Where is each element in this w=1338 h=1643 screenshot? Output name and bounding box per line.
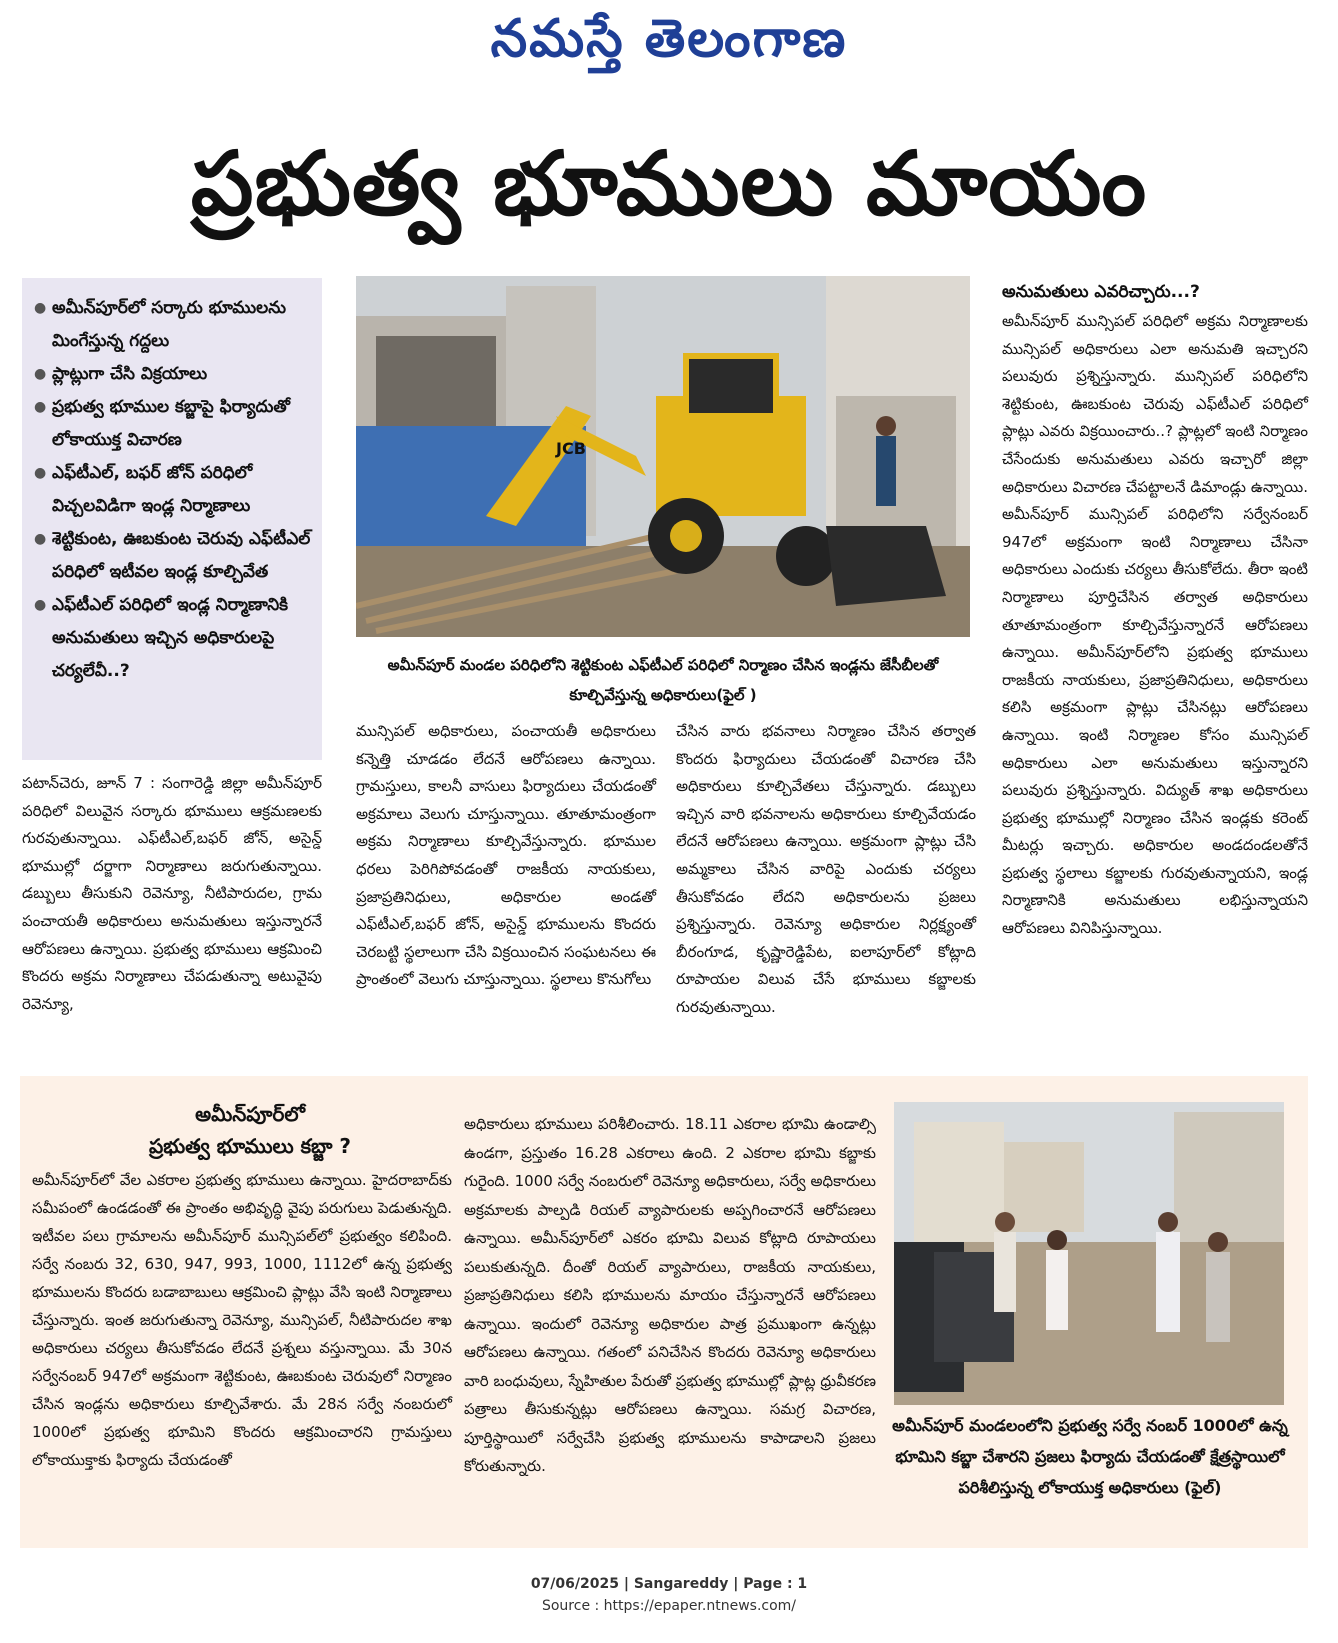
side-column: అమీన్‌పూర్ మున్సిపల్ పరిధిలో అక్రమ నిర్మాణాలకు మున్సిపల్ అధికారులు ఎలా అనుమతి ఇచ్చారని పలువురు ప్రశ్నిస్తున్నారు. మున్సిపల్ పరిధిలోని శెట్టికుంట, ఊబకుంట చెరువు ఎఫ్‌టీఎల్ పరిధిలో ప్లాట్లు ఎవరు విక్రయించారు..? ప్లాట్లలో ఇంటి నిర్మాణం చేసేందుకు అనుమతులు ఎవరు ఇచ్చారో జిల్లా అధికారులు విచారణ చేపట్టాలనే డిమాండ్లు ఉన్నాయి. అమీన్‌పూర్ మున్సిపల్ పరిధిలోని సర్వేనంబర్ 947లో అక్రమంగా ఇంటి నిర్మాణాలు చేసినా అధికారులు ఎందుకు చర్యలు తీసుకోలేదు. తీరా ఇంటి నిర్మాణాలు పూర్తిచేసిన తర్వాత అధికారులు తూతూమంత్రంగా కూల్చివేస్తున్నారనే ఆరోపణలు ఉన్నాయి. అమీన్‌పూర్‌లోని ప్రభుత్వ భూములు రాజకీయ నాయకులు, ప్రజాప్రతినిధులు, అధికారులు కలిసి అక్రమంగా ప్లాట్లు చేసినట్లు ఆరోపణలు ఉన్నాయి. ఇంటి నిర్మాణల కోసం మున్సిపల్ అధికారులు ఎలా అనుమతులు ఇస్తున్నారని పలువురు ప్రశ్నిస్తున్నారు. విద్యుత్ శాఖ అధికారులు ప్రభుత్వ భూముల్లో నిర్మాణం చేసిన ఇండ్లకు కరెంట్ మీటర్లు ఇచ్చారు. అధికారుల అండదండలతోనే ప్రభుత్వ స్థలాలు కబ్జాలకు గురవుతున్నాయని, ఇండ్ల నిర్మాణానికి అనుమతులు లభిస్తున్నాయని ఆరోపణలు వినిపిస్తున్నాయి. [1002, 312, 1308, 938]
inspection-photo-illustration [894, 1102, 1284, 1405]
bottom-story-title [90, 1098, 410, 1162]
bullet-icon: ● [34, 465, 47, 481]
highlight-item [34, 391, 312, 457]
inspection-photo-caption: అమీన్‌పూర్ మండలంలోని ప్రభుత్వ సర్వే నంబర్ 1000లో ఉన్న భూమిని కబ్జా చేశారని ప్రజలు ఫిర్యాదు చేయడంతో క్షేత్రస్థాయిలో పరిశీలిస్తున్న లోకాయుక్త అధికారులు (ఫైల్) [892, 1416, 1288, 1497]
highlight-text: శెట్టికుంట, ఊబకుంట చెరువు ఎఫ్‌టీఎల్ పరిధిలో ఇటీవల ఇండ్ల కూల్చివేత [52, 529, 311, 582]
highlight-item [34, 457, 312, 523]
bottom-column-1: అమీన్‌పూర్‌లో వేల ఎకరాల ప్రభుత్వ భూములు ఉన్నాయి. హైదరాబాద్‌కు సమీపంలో ఉండడంతో ఈ ప్రాంతం అభివృద్ధి వైపు పరుగులు పెడుతున్నది. ఇటీవల పలు గ్రామాలను అమీన్‌పూర్ మున్సిపల్‌లో ప్రభుత్వం కలిపింది. సర్వే నంబరు 32, 630, 947, 993, 1000, 1112లో ఉన్న ప్రభుత్వ భూములను కొందరు బడాబాబులు ఆక్రమించి ప్లాట్లు వేసి ఇంటి నిర్మాణాలు చేస్తున్నారు. ఇంత జరుగుతున్నా రెవెన్యూ, మున్సిపల్, నీటిపారుదల శాఖ అధికారులు చర్యలు తీసుకోవడం లేదనే ప్రశ్నలు వస్తున్నాయి. మే 30న సర్వేనంబర్ 947లో అక్రమంగా శెట్టికుంట, ఊబకుంట చెరువులో నిర్మాణం చేసిన ఇండ్లను అధికారులు కూల్చివేశారు. మే 28న సర్వే నంబరులో 1000లో ప్రభుత్వ భూమిని కొందరు ఆక్రమించారని గ్రామస్తులు లోకాయుక్తాకు ఫిర్యాదు చేయడంతో [32, 1171, 452, 1469]
side-heading: అనుమతులు ఎవరిచ్చారు...? [1002, 282, 1200, 302]
article-column-1: పటాన్‌చెరు, జూన్ 7 : సంగారెడ్డి జిల్లా అమీన్‌పూర్ పరిధిలో విలువైన సర్కారు భూములు ఆక్రమణలకు గురవుతున్నాయి. ఎఫ్‌టీఎల్,బఫర్ జోన్, అసైన్డ్ భూముల్లో దర్జాగా నిర్మాణాలు జరుగుతున్నాయి. డబ్బులు తీసుకుని రెవెన్యూ, నీటిపారుదల, గ్రామ పంచాయతీ అధికారులు అనుమతులు ఇస్తున్నారనే ఆరోపణలు ఉన్నాయి. ప్రభుత్వ భూములు ఆక్రమించి కొందరు అక్రమ నిర్మాణాలు చేపడుతున్నా అటువైపు రెవెన్యూ, [22, 774, 322, 1013]
highlights-list [34, 292, 312, 688]
highlight-item [34, 589, 312, 688]
bullet-icon: ● [34, 366, 47, 382]
jcb-sign: JCB [556, 439, 586, 458]
highlight-text: అమీన్‌పూర్‌లో సర్కారు భూములను మింగేస్తున్న గద్దలు [52, 298, 287, 351]
highlight-text: ఎఫ్‌టీఎల్, బఫర్ జోన్ పరిధిలో విచ్చలవిడిగా ఇండ్ల నిర్మాణాలు [52, 463, 253, 516]
footer-source-line: Source : https://epaper.ntnews.com/ [541, 1598, 797, 1614]
bottom-title-line: అమీన్‌పూర్‌లో [195, 1102, 305, 1126]
footer-date-line: 07/06/2025 | Sangareddy | Page : 1 [530, 1576, 808, 1592]
page-headline: ప్రభుత్వ భూములు మాయం [190, 132, 1148, 235]
highlight-item [34, 292, 312, 358]
jcb-photo-illustration [356, 276, 970, 637]
bottom-title-line: ప్రభుత్వ భూములు కబ్జా ? [148, 1134, 352, 1158]
bullet-icon: ● [34, 399, 47, 415]
article-column-2: మున్సిపల్ అధికారులు, పంచాయతీ అధికారులు కన్నెత్తి చూడడం లేదనే ఆరోపణలు ఉన్నాయి. గ్రామస్తులు, కాలనీ వాసులు ఫిర్యాదులు చేయడంతో అక్రమాలు వెలుగు చూస్తున్నాయి. తూతూమంత్రంగా అక్రమ నిర్మాణాలు కూల్చివేస్తున్నారు. భూముల ధరలు పెరిగిపోవడంతో రాజకీయ నాయకులు, ప్రజాప్రతినిధులు, అధికారుల అండతో ఎఫ్‌టీఎల్,బఫర్ జోన్, అసైన్డ్ భూములను కొందరు చెరబట్టి స్థలాలుగా చేసి విక్రయించిన సంఘటనలు ఈ ప్రాంతంలో వెలుగు చూస్తున్నాయి. స్థలాలు కొనుగోలు [356, 722, 656, 989]
photo-caption: అమీన్‌పూర్ మండల పరిధిలోని శెట్టికుంట ఎఫ్‌టీఎల్ పరిధిలో నిర్మాణం చేసిన ఇండ్లను జేసీబీలతో కూల్చివేస్తున్న అధికారులు(ఫైల్ ) [387, 656, 939, 704]
bottom-column-2: అధికారులు భూములు పరిశీలించారు. 18.11 ఎకరాల భూమి ఉండాల్సి ఉండగా, ప్రస్తుతం 16.28 ఎకరాలు ఉంది. 2 ఎకరాల భూమి కబ్జాకు గురైంది. 1000 సర్వే నంబరులో రెవెన్యూ అధికారులు, సర్వే అధికారులు అక్రమాలకు పాల్పడి రియల్ వ్యాపారులకు అప్పగించారనే ఆరోపణలు ఉన్నాయి. అమీన్‌పూర్‌లో ఎకరం భూమి విలువ కోట్లాది రూపాయలు పలుకుతున్నది. దీంతో రియల్ వ్యాపారులు, రాజకీయ నాయకులు, ప్రజాప్రతినిధులు కలిసి భూములను మాయం చేస్తున్నారనే ఆరోపణలు ఉన్నాయి. ఇందులో రెవెన్యూ అధికారుల పాత్ర ప్రముఖంగా ఉన్నట్లు ఆరోపణలు ఉన్నాయి. గతంలో పనిచేసిన కొందరు రెవెన్యూ అధికారులు వారి బంధువులు, స్నేహితుల పేరుతో ప్రభుత్వ భూముల్లో ప్లాట్ల ధ్రువీకరణ పత్రాలు తీసుకున్నట్లు ఆరోపణలు ఉన్నాయి. సమగ్ర విచారణ, పూర్తిస్థాయిలో సర్వేచేసి ప్రభుత్వ భూములను కాపాడాలని ప్రజలు కోరుతున్నారు. [464, 1115, 876, 1475]
highlight-item [34, 523, 312, 589]
highlight-text: ప్రభుత్వ భూముల కబ్జాపై ఫిర్యాదుతో లోకాయుక్త విచారణ [52, 397, 290, 450]
highlight-text: ప్లాట్లుగా చేసి విక్రయాలు [52, 364, 208, 384]
bullet-icon: ● [34, 531, 47, 547]
highlights-box [22, 278, 322, 760]
highlight-item [34, 358, 312, 391]
masthead-logo: నమస్తే తెలంగాణ [490, 8, 848, 69]
lokayukta-inspection-photo [894, 1102, 1284, 1405]
page-footer [0, 1573, 1338, 1617]
bullet-icon: ● [34, 300, 47, 316]
highlight-text: ఎఫ్‌టీఎల్ పరిధిలో ఇండ్ల నిర్మాణానికి అనుమతులు ఇచ్చిన అధికారులపై చర్యలేవీ..? [52, 595, 289, 681]
article-column-3: చేసిన వారు భవనాలు నిర్మాణం చేసిన తర్వాత కొందరు ఫిర్యాదులు చేయడంతో విచారణ చేసి అధికారులు కూల్చివేతలు చేస్తున్నారు. డబ్బులు ఇచ్చిన వారి భవనాలను అధికారులు కూల్చివేయడం లేదనే ఆరోపణలు ఉన్నాయి. అక్రమంగా ప్లాట్లు చేసి అమ్మకాలు చేసిన వారిపై ఎందుకు చర్యలు తీసుకోవడం లేదని అధికారులను ప్రజలు ప్రశ్నిస్తున్నారు. రెవెన్యూ అధికారుల నిర్లక్ష్యంతో బీరంగూడ, కృష్ణారెడ్డిపేట, ఐలాపూర్‌లో కోట్లాది రూపాయల విలువ చేసే భూములు కబ్జాలకు గురవుతున్నాయి. [676, 722, 976, 1016]
bullet-icon: ● [34, 597, 47, 613]
jcb-demolition-photo [356, 276, 970, 637]
